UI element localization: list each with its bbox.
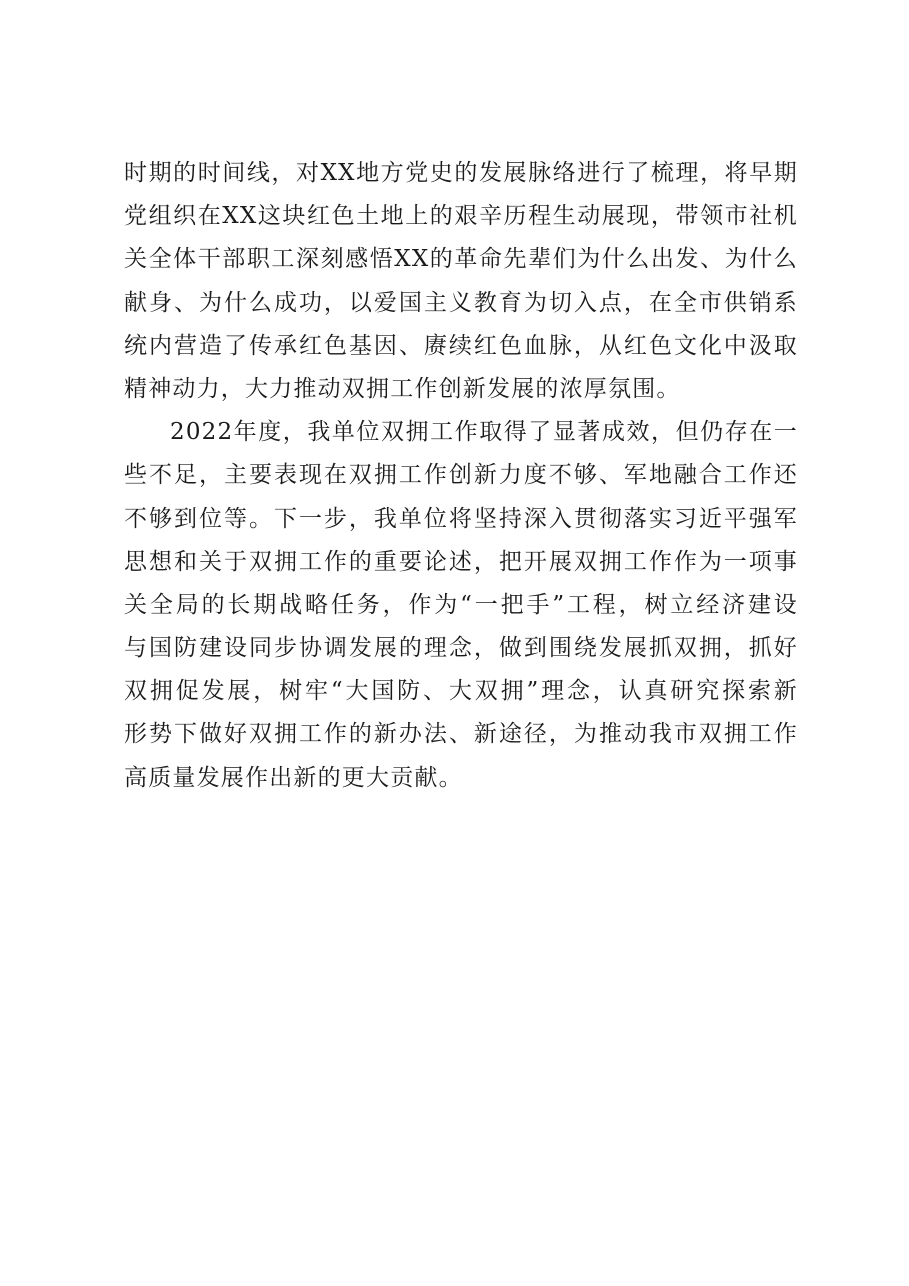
text-line: 关全局的长期战略任务，作为“一把手”工程，树立经济建设 [124,591,798,618]
text-line: 献身、为什么成功，以爱国主义教育为切入点，在全市供销系 [124,289,798,316]
text-line: 思想和关于双拥工作的重要论述，把开展双拥工作作为一项事 [124,548,798,575]
text-line: 2022年度，我单位双拥工作取得了显著成效，但仍存在一 [170,419,798,446]
text-line: 双拥促发展，树牢“大国防、大双拥”理念，认真研究探索新 [124,678,798,705]
text-line: 高质量发展作出新的更大贡献。 [124,764,463,791]
paragraph [124,152,798,411]
text-line: 统内营造了传承红色基因、赓续红色血脉，从红色文化中汲取 [124,332,798,359]
paragraph [124,411,798,800]
text-line: 些不足，主要表现在双拥工作创新力度不够、军地融合工作还 [124,462,798,489]
text-line: 不够到位等。下一步，我单位将坚持深入贯彻落实习近平强军 [124,505,798,532]
text-line: 党组织在XX这块红色土地上的艰辛历程生动展现，带领市社机 [124,203,798,230]
text-line: 形势下做好双拥工作的新办法、新途径，为推动我市双拥工作 [124,721,798,748]
text-line: 关全体干部职工深刻感悟XX的革命先辈们为什么出发、为什么 [124,246,798,273]
text-line: 时期的时间线，对XX地方党史的发展脉络进行了梳理，将早期 [124,160,798,186]
document-body [124,152,798,800]
text-line: 精神动力，大力推动双拥工作创新发展的浓厚氛围。 [124,375,681,402]
text-line: 与国防建设同步协调发展的理念，做到围绕发展抓双拥，抓好 [124,635,798,662]
